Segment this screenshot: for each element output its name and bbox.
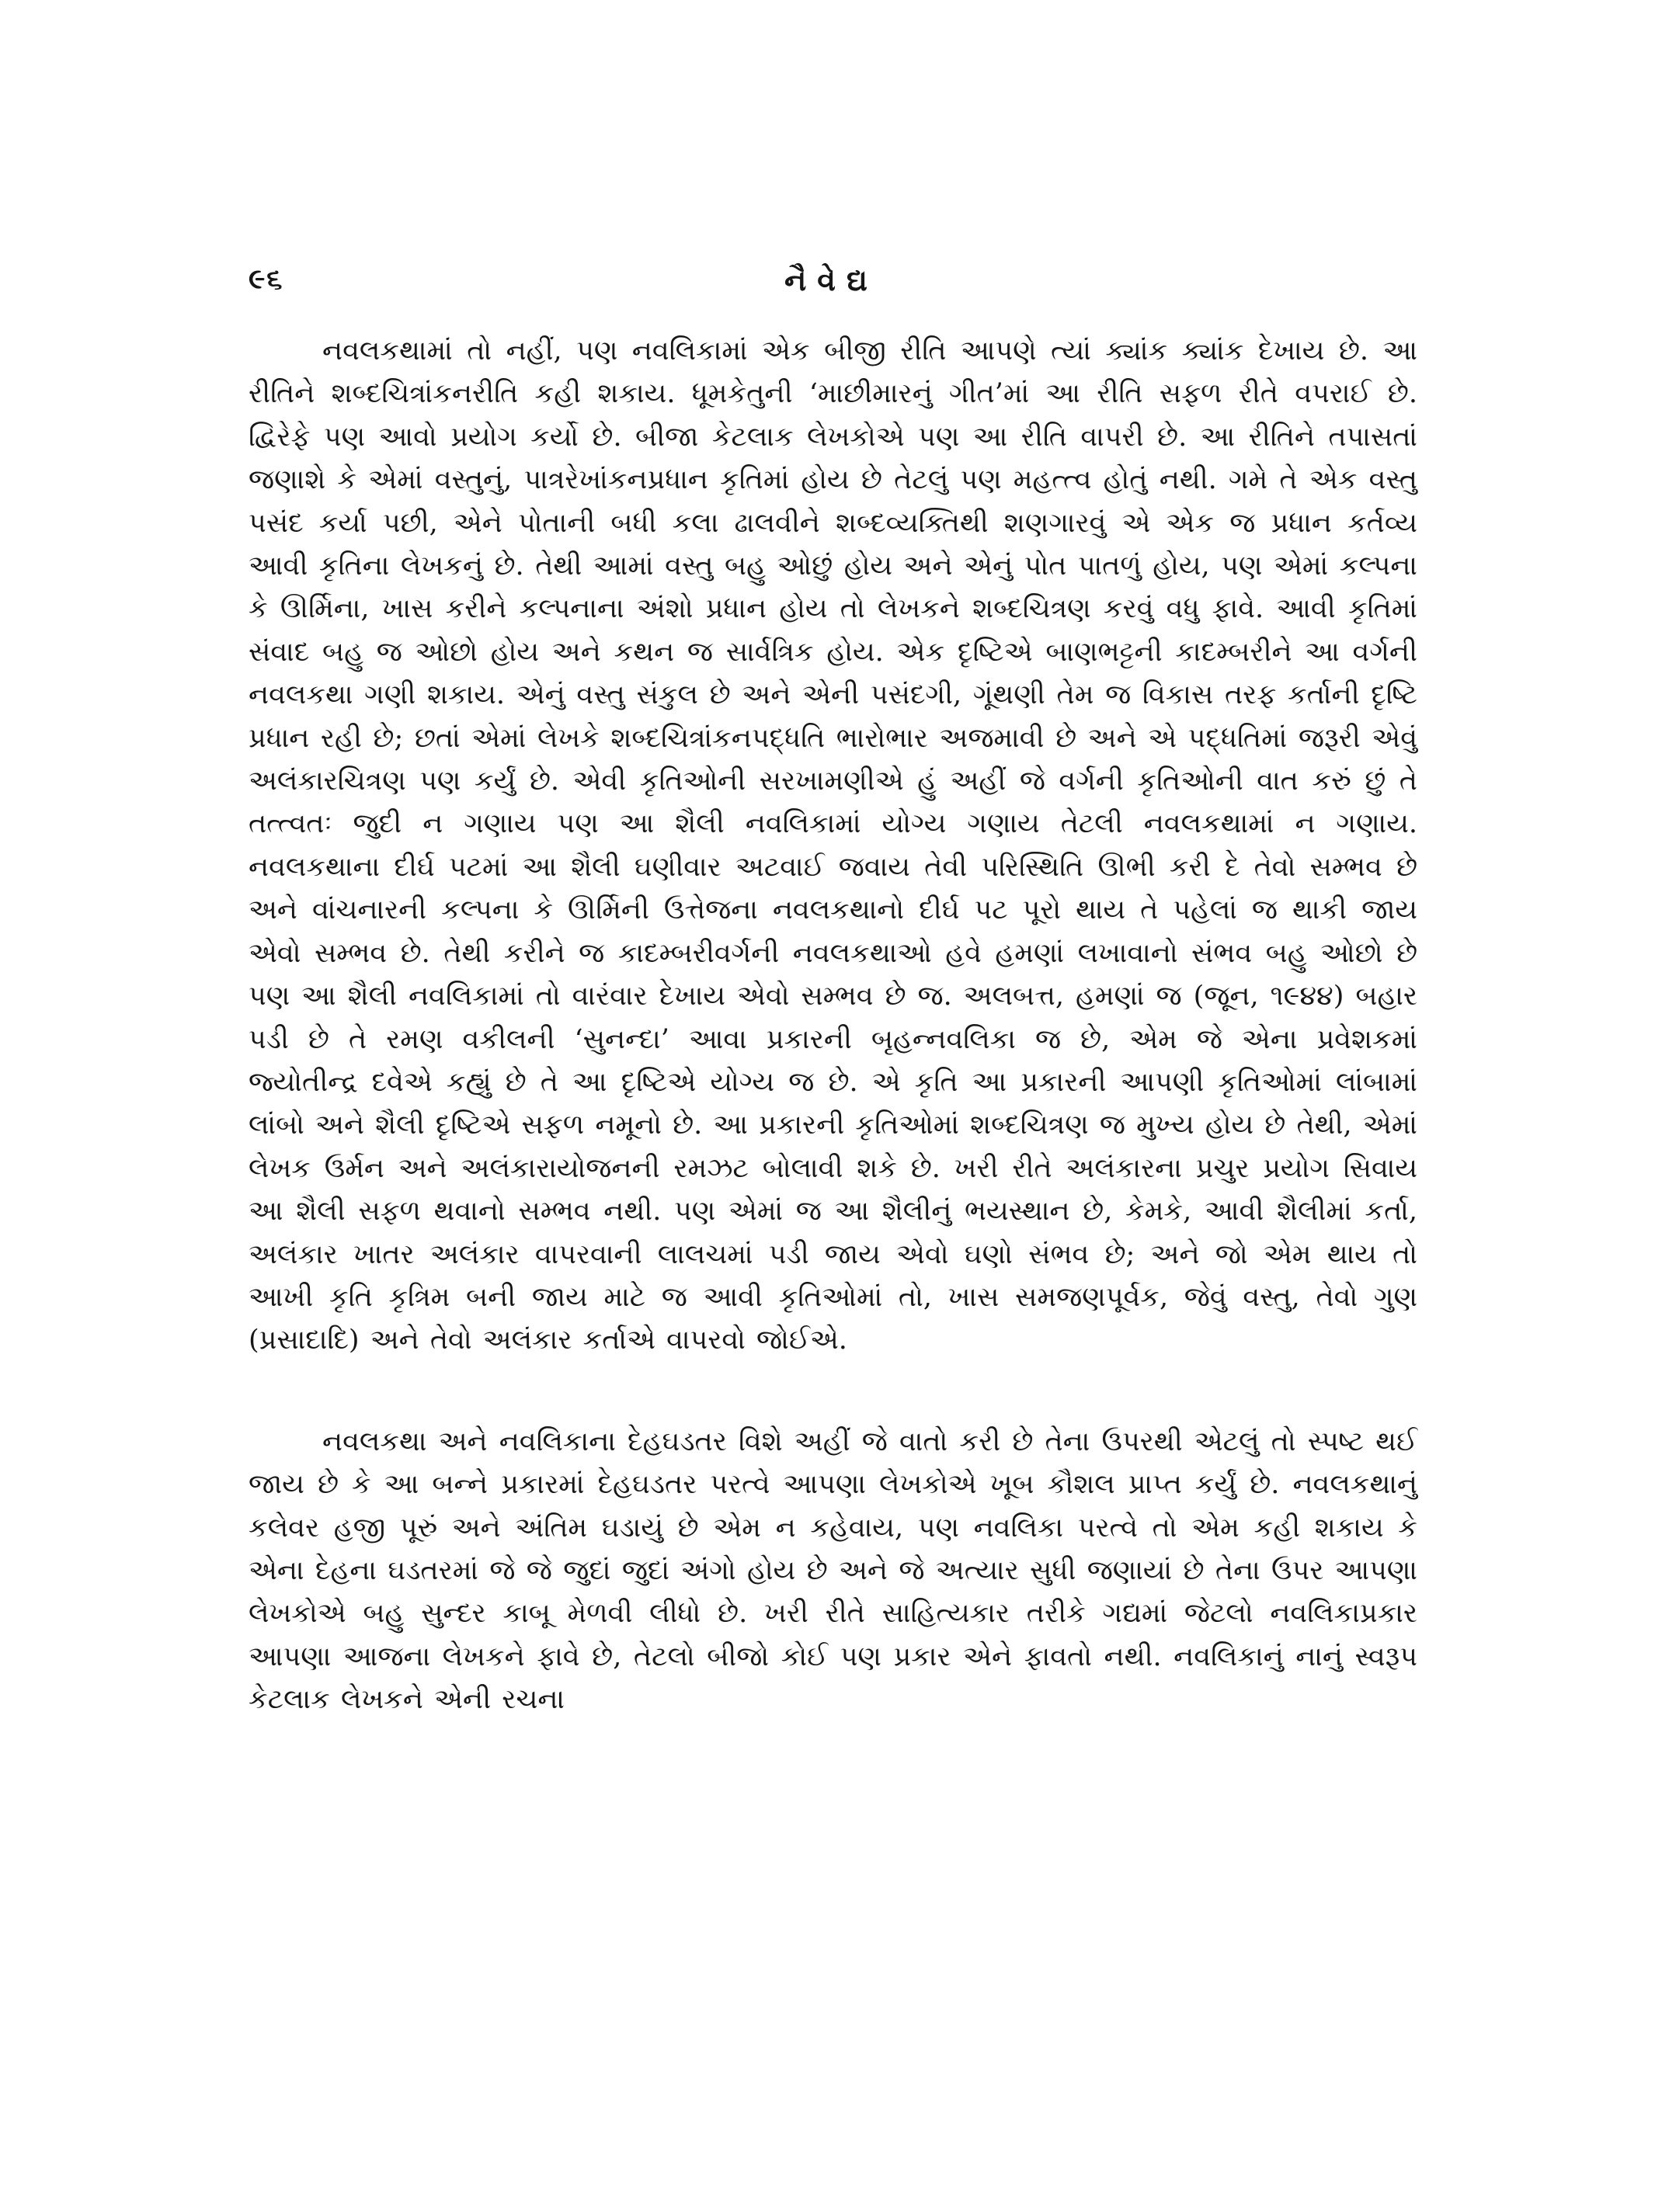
book-title: નૈવેદ્ય: [784, 262, 878, 297]
paragraph-1: નવલકથામાં તો નહીં, પણ નવલિકામાં એક બીજી રીતિ આપણે ત્યાં ક્યાંક ક્યાંક દેખાય છે. આ રીતિને શબ્દચિત્રાંકનરીતિ કહી શકાય. ધૂમકેતુની ‘માછીમારનું ગીત’માં આ રીતિ સફળ રીતે વપરાઈ છે. દ્વિરેફે પણ આવો પ્રયોગ કર્યો છે. બીજા કેટલાક લેખકોએ પણ આ રીતિ વાપરી છે. આ રીતિને તપાસતાં જણાશે કે એમાં વસ્તુનું, પાત્રરેખાંકનપ્રધાન કૃતિમાં હોય છે તેટલું પણ મહત્ત્વ હોતું નથી. ગમે તે એક વસ્તુ પસંદ કર્યા પછી, એને પોતાની બધી કલા ઢાલવીને શબ્દવ્યક્તિથી શણગારવું એ એક જ પ્રધાન કર્તવ્ય આવી કૃતિના લેખકનું છે. તેથી આમાં વસ્તુ બહુ ઓછું હોય અને એનું પોત પાતળું હોય, પણ એમાં કલ્પના કે ઊર્મિના, ખાસ કરીને કલ્પનાના અંશો પ્રધાન હોય તો લેખકને શબ્દચિત્રણ કરવું વધુ ફાવે. આવી કૃતિમાં સંવાદ બહુ જ ઓછો હોય અને કથન જ સાર્વત્રિક હોય. એક દૃષ્ટિએ બાણભટ્ટની કાદમ્બરીને આ વર્ગની નવલકથા ગણી શકાય. એનું વસ્તુ સંકુલ છે અને એની પસંદગી, ગૂંથણી તેમ જ વિકાસ તરફ કર્તાની દૃષ્ટિ પ્રધાન રહી છે; છતાં એમાં લેખકે શબ્દચિત્રાંકનપદ્ધતિ ભારોભાર અજમાવી છે અને એ પદ્ધતિમાં જરૂરી એવું અલંકારચિત્રણ પણ કર્યું છે. એવી કૃતિઓની સરખામણીએ હું અહીં જે વર્ગની કૃતિઓની વાત કરું છું તે તત્ત્વતઃ જુદી ન ગણાય પણ આ શૈલી નવલિકામાં યોગ્ય ગણાય તેટલી નવલકથામાં ન ગણાય. નવલકથાના દીર્ઘ પટમાં આ શૈલી ઘણીવાર અટવાઈ જવાય તેવી પરિસ્થિતિ ઊભી કરી દે તેવો સમ્ભવ છે અને વાંચનારની કલ્પના કે ઊર્મિની ઉત્તેજના નવલકથાનો દીર્ઘ પટ પૂરો થાય તે પહેલાં જ થાકી જાય એવો સમ્ભવ છે. તેથી કરીને જ કાદમ્બરીવર્ગની નવલકથાઓ હવે હમણાં લખાવાનો સંભવ બહુ ઓછો છે પણ આ શૈલી નવલિકામાં તો વારંવાર દેખાય એવો સમ્ભવ છે જ. અલબત્ત, હમણાં જ (જૂન, ૧૯૪૪) બહાર પડી છે તે રમણ વકીલની ‘સુનન્દા’ આવા પ્રકારની બૃહન્નવલિકા જ છે, એમ જે એના પ્રવેશકમાં જ્યોતીન્દ્ર દવેએ કહ્યું છે તે આ દૃષ્ટિએ યોગ્ય જ છે. એ કૃતિ આ પ્રકારની આપણી કૃતિઓમાં લાંબામાં લાંબો અને શૈલી દૃષ્ટિએ સફળ નમૂનો છે. આ પ્રકારની કૃતિઓમાં શબ્દચિત્રણ જ મુખ્ય હોય છે તેથી, એમાં લેખક ઉર્મન અને અલંકારાયોજનની રમઝટ બોલાવી શકે છે. ખરી રીતે અલંકારના પ્રચુર પ્રયોગ સિવાય આ શૈલી સફળ થવાનો સમ્ભવ નથી. પણ એમાં જ આ શૈલીનું ભયસ્થાન છે, કેમકે, આવી શૈલીમાં કર્તા, અલંકાર ખાતર અલંકાર વાપરવાની લાલચમાં પડી જાય એવો ઘણો સંભવ છે; અને જો એમ થાય તો આખી કૃતિ કૃત્રિમ બની જાય માટે જ આવી કૃતિઓમાં તો, ખાસ સમજણપૂર્વક, જેવું વસ્તુ, તેવો ગુણ (પ્રસાદાદિ) અને તેવો અલંકાર કર્તાએ વાપરવો જોઈએ.: [249, 335, 1417, 1356]
page-number: ૯૬: [249, 262, 284, 295]
body-text: [249, 330, 1417, 1722]
paragraph-2: નવલકથા અને નવલિકાના દેહઘડતર વિશે અહીં જે વાતો કરી છે તેના ઉપરથી એટલું તો સ્પષ્ટ થઈ જાય છે કે આ બન્ને પ્રકારમાં દેહઘડતર પરત્વે આપણા લેખકોએ ખૂબ કૌશલ પ્રાપ્ત કર્યું છે. નવલકથાનું કલેવર હજી પૂરું અને અંતિમ ઘડાયું છે એમ ન કહેવાય, પણ નવલિકા પરત્વે તો એમ કહી શકાય કે એના દેહના ઘડતરમાં જે જે જુદાં જુદાં અંગો હોય છે અને જે અત્યાર સુધી જણાયાં છે તેના ઉપર આપણા લેખકોએ બહુ સુન્દર કાબૂ મેળવી લીધો છે. ખરી રીતે સાહિત્યકાર તરીકે ગદ્યમાં જેટલો નવલિકાપ્રકાર આપણા આજના લેખકને ફાવે છે, તેટલો બીજો કોઈ પણ પ્રકાર એને ફાવતો નથી. નવલિકાનું નાનું સ્વરૂપ કેટલાક લેખકને એની રચના: [249, 1425, 1417, 1716]
running-header: [0, 262, 1669, 309]
